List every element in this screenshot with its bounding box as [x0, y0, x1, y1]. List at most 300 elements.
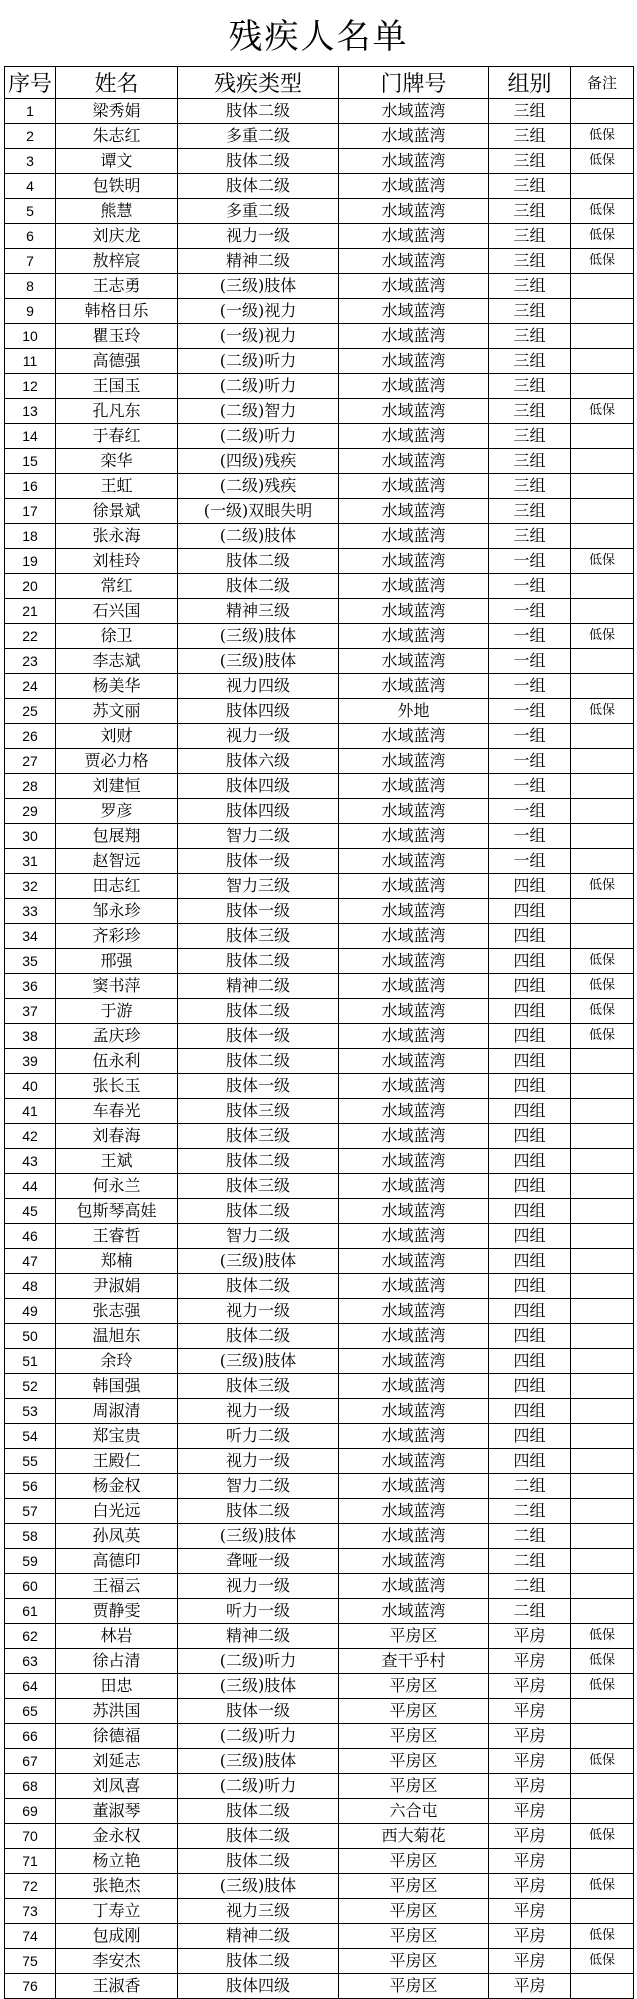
table-row	[5, 774, 634, 799]
cell-name: 韩国强	[56, 1374, 178, 1399]
cell-index: 34	[5, 924, 56, 949]
cell-note	[571, 374, 634, 399]
cell-disability-type: (四级)残疾	[178, 449, 339, 474]
cell-disability-type: 肢体三级	[178, 1374, 339, 1399]
cell-index: 70	[5, 1824, 56, 1849]
cell-group: 二组	[489, 1524, 571, 1549]
cell-disability-type: 肢体四级	[178, 699, 339, 724]
cell-note	[571, 99, 634, 124]
cell-address: 水域蓝湾	[339, 649, 489, 674]
table-row	[5, 1674, 634, 1699]
cell-index: 64	[5, 1674, 56, 1699]
cell-address: 水域蓝湾	[339, 299, 489, 324]
cell-index: 28	[5, 774, 56, 799]
table-row	[5, 399, 634, 424]
cell-group: 平房	[489, 1874, 571, 1899]
cell-note	[571, 1849, 634, 1874]
cell-disability-type: 肢体二级	[178, 1324, 339, 1349]
cell-note	[571, 824, 634, 849]
cell-disability-type: 智力三级	[178, 874, 339, 899]
cell-name: 徐景斌	[56, 499, 178, 524]
cell-address: 水域蓝湾	[339, 1024, 489, 1049]
header-name: 姓名	[56, 67, 178, 99]
cell-disability-type: (二级)听力	[178, 1649, 339, 1674]
cell-index: 73	[5, 1899, 56, 1924]
table-row	[5, 1224, 634, 1249]
cell-note	[571, 499, 634, 524]
cell-note	[571, 424, 634, 449]
table-body	[5, 99, 634, 1999]
cell-address: 水域蓝湾	[339, 199, 489, 224]
cell-group: 四组	[489, 1124, 571, 1149]
cell-index: 1	[5, 99, 56, 124]
cell-note	[571, 1474, 634, 1499]
cell-index: 61	[5, 1599, 56, 1624]
cell-group: 平房	[489, 1899, 571, 1924]
cell-disability-type: (三级)肢体	[178, 1249, 339, 1274]
table-row	[5, 549, 634, 574]
cell-disability-type: 视力一级	[178, 724, 339, 749]
cell-index: 53	[5, 1399, 56, 1424]
cell-index: 63	[5, 1649, 56, 1674]
cell-group: 二组	[489, 1549, 571, 1574]
cell-name: 孙凤英	[56, 1524, 178, 1549]
table-row	[5, 1799, 634, 1824]
cell-name: 高德强	[56, 349, 178, 374]
cell-name: 张艳杰	[56, 1874, 178, 1899]
cell-address: 六合屯	[339, 1799, 489, 1824]
cell-group: 一组	[489, 824, 571, 849]
cell-group: 平房	[489, 1624, 571, 1649]
table-row	[5, 1074, 634, 1099]
cell-disability-type: 听力二级	[178, 1424, 339, 1449]
header-disability-type: 残疾类型	[178, 67, 339, 99]
cell-address: 平房区	[339, 1774, 489, 1799]
cell-group: 三组	[489, 99, 571, 124]
cell-note: 低保	[571, 1649, 634, 1674]
cell-name: 敖梓宸	[56, 249, 178, 274]
cell-group: 三组	[489, 524, 571, 549]
cell-address: 水域蓝湾	[339, 274, 489, 299]
cell-index: 14	[5, 424, 56, 449]
cell-group: 平房	[489, 1699, 571, 1724]
cell-disability-type: 视力三级	[178, 1899, 339, 1924]
cell-disability-type: (三级)肢体	[178, 649, 339, 674]
cell-index: 41	[5, 1099, 56, 1124]
table-row	[5, 1299, 634, 1324]
cell-address: 平房区	[339, 1899, 489, 1924]
cell-note: 低保	[571, 1824, 634, 1849]
cell-disability-type: (三级)肢体	[178, 1524, 339, 1549]
cell-index: 22	[5, 624, 56, 649]
cell-address: 水域蓝湾	[339, 1449, 489, 1474]
cell-name: 白光远	[56, 1499, 178, 1524]
cell-disability-type: 肢体三级	[178, 1124, 339, 1149]
table-row	[5, 1174, 634, 1199]
cell-note: 低保	[571, 549, 634, 574]
table-row	[5, 999, 634, 1024]
cell-disability-type: 聋哑一级	[178, 1549, 339, 1574]
cell-name: 金永权	[56, 1824, 178, 1849]
cell-index: 56	[5, 1474, 56, 1499]
cell-group: 四组	[489, 1274, 571, 1299]
cell-index: 11	[5, 349, 56, 374]
cell-disability-type: 肢体三级	[178, 1174, 339, 1199]
table-row	[5, 499, 634, 524]
cell-name: 刘庆龙	[56, 224, 178, 249]
cell-address: 水域蓝湾	[339, 474, 489, 499]
cell-note	[571, 1974, 634, 1999]
cell-note	[571, 724, 634, 749]
table-row	[5, 1149, 634, 1174]
cell-address: 水域蓝湾	[339, 1424, 489, 1449]
cell-disability-type: 肢体二级	[178, 1149, 339, 1174]
cell-address: 外地	[339, 699, 489, 724]
cell-name: 余玲	[56, 1349, 178, 1374]
table-row	[5, 1924, 634, 1949]
cell-index: 45	[5, 1199, 56, 1224]
cell-address: 水域蓝湾	[339, 1349, 489, 1374]
cell-note: 低保	[571, 399, 634, 424]
cell-name: 徐占清	[56, 1649, 178, 1674]
table-row	[5, 374, 634, 399]
cell-disability-type: (二级)残疾	[178, 474, 339, 499]
table-row	[5, 1824, 634, 1849]
cell-group: 平房	[489, 1724, 571, 1749]
cell-address: 平房区	[339, 1674, 489, 1699]
cell-index: 59	[5, 1549, 56, 1574]
cell-index: 33	[5, 899, 56, 924]
cell-group: 平房	[489, 1924, 571, 1949]
cell-name: 贾必力格	[56, 749, 178, 774]
cell-group: 四组	[489, 1049, 571, 1074]
cell-index: 54	[5, 1424, 56, 1449]
cell-name: 徐德福	[56, 1724, 178, 1749]
cell-group: 四组	[489, 1349, 571, 1374]
cell-group: 四组	[489, 1199, 571, 1224]
table-row	[5, 174, 634, 199]
cell-index: 58	[5, 1524, 56, 1549]
cell-group: 四组	[489, 949, 571, 974]
cell-disability-type: 肢体六级	[178, 749, 339, 774]
cell-name: 苏文丽	[56, 699, 178, 724]
cell-index: 6	[5, 224, 56, 249]
table-row	[5, 1424, 634, 1449]
table-row	[5, 1249, 634, 1274]
cell-disability-type: 肢体一级	[178, 849, 339, 874]
cell-address: 平房区	[339, 1849, 489, 1874]
table-row	[5, 449, 634, 474]
cell-disability-type: (三级)肢体	[178, 1874, 339, 1899]
cell-index: 68	[5, 1774, 56, 1799]
cell-note: 低保	[571, 1924, 634, 1949]
cell-group: 三组	[489, 349, 571, 374]
cell-note	[571, 449, 634, 474]
cell-disability-type: (三级)肢体	[178, 1749, 339, 1774]
cell-disability-type: (二级)智力	[178, 399, 339, 424]
cell-name: 邹永珍	[56, 899, 178, 924]
cell-name: 窦书萍	[56, 974, 178, 999]
cell-address: 平房区	[339, 1949, 489, 1974]
cell-disability-type: (二级)听力	[178, 424, 339, 449]
cell-note: 低保	[571, 1674, 634, 1699]
cell-address: 水域蓝湾	[339, 849, 489, 874]
cell-address: 水域蓝湾	[339, 799, 489, 824]
cell-index: 42	[5, 1124, 56, 1149]
cell-note	[571, 1499, 634, 1524]
cell-name: 李安杰	[56, 1949, 178, 1974]
cell-note	[571, 1274, 634, 1299]
cell-group: 三组	[489, 249, 571, 274]
cell-address: 平房区	[339, 1724, 489, 1749]
cell-address: 平房区	[339, 1924, 489, 1949]
cell-name: 包斯琴高娃	[56, 1199, 178, 1224]
cell-group: 平房	[489, 1949, 571, 1974]
cell-disability-type: 精神二级	[178, 1624, 339, 1649]
cell-index: 9	[5, 299, 56, 324]
cell-name: 张志强	[56, 1299, 178, 1324]
cell-note	[571, 599, 634, 624]
cell-address: 水域蓝湾	[339, 1499, 489, 1524]
table-row	[5, 1649, 634, 1674]
cell-index: 65	[5, 1699, 56, 1724]
cell-index: 32	[5, 874, 56, 899]
cell-disability-type: 肢体二级	[178, 1274, 339, 1299]
cell-group: 三组	[489, 324, 571, 349]
cell-index: 30	[5, 824, 56, 849]
cell-address: 平房区	[339, 1974, 489, 1999]
cell-disability-type: 肢体二级	[178, 1049, 339, 1074]
cell-name: 温旭东	[56, 1324, 178, 1349]
cell-index: 46	[5, 1224, 56, 1249]
cell-group: 一组	[489, 724, 571, 749]
cell-index: 25	[5, 699, 56, 724]
cell-group: 四组	[489, 899, 571, 924]
header-group: 组别	[489, 67, 571, 99]
cell-note: 低保	[571, 124, 634, 149]
table-row	[5, 1024, 634, 1049]
table-row	[5, 1099, 634, 1124]
table-row	[5, 1699, 634, 1724]
cell-disability-type: 肢体二级	[178, 949, 339, 974]
cell-name: 刘延志	[56, 1749, 178, 1774]
cell-group: 四组	[489, 1324, 571, 1349]
cell-index: 74	[5, 1924, 56, 1949]
cell-disability-type: 肢体二级	[178, 999, 339, 1024]
cell-disability-type: (二级)听力	[178, 1774, 339, 1799]
cell-group: 二组	[489, 1574, 571, 1599]
cell-name: 王殿仁	[56, 1449, 178, 1474]
cell-group: 三组	[489, 399, 571, 424]
cell-group: 四组	[489, 1374, 571, 1399]
cell-disability-type: 肢体二级	[178, 1824, 339, 1849]
cell-group: 一组	[489, 849, 571, 874]
cell-group: 四组	[489, 1099, 571, 1124]
cell-note	[571, 1099, 634, 1124]
cell-address: 水域蓝湾	[339, 1149, 489, 1174]
header-index: 序号	[5, 67, 56, 99]
cell-disability-type: 视力一级	[178, 1574, 339, 1599]
cell-index: 3	[5, 149, 56, 174]
cell-disability-type: 肢体三级	[178, 924, 339, 949]
cell-disability-type: 精神二级	[178, 974, 339, 999]
cell-group: 一组	[489, 774, 571, 799]
cell-group: 三组	[489, 424, 571, 449]
cell-index: 24	[5, 674, 56, 699]
cell-disability-type: 视力一级	[178, 1449, 339, 1474]
cell-name: 丁寿立	[56, 1899, 178, 1924]
table-row	[5, 899, 634, 924]
cell-disability-type: 精神二级	[178, 1924, 339, 1949]
cell-note: 低保	[571, 949, 634, 974]
cell-address: 水域蓝湾	[339, 1124, 489, 1149]
table-row	[5, 424, 634, 449]
cell-note	[571, 1724, 634, 1749]
cell-group: 三组	[489, 174, 571, 199]
table-row	[5, 524, 634, 549]
cell-index: 29	[5, 799, 56, 824]
cell-group: 一组	[489, 599, 571, 624]
cell-address: 水域蓝湾	[339, 224, 489, 249]
cell-address: 水域蓝湾	[339, 1299, 489, 1324]
cell-index: 39	[5, 1049, 56, 1074]
cell-address: 水域蓝湾	[339, 1574, 489, 1599]
cell-group: 一组	[489, 649, 571, 674]
cell-index: 7	[5, 249, 56, 274]
cell-name: 董淑琴	[56, 1799, 178, 1824]
cell-address: 水域蓝湾	[339, 1224, 489, 1249]
cell-note	[571, 1799, 634, 1824]
cell-disability-type: 智力二级	[178, 824, 339, 849]
cell-name: 郑宝贵	[56, 1424, 178, 1449]
cell-address: 水域蓝湾	[339, 1049, 489, 1074]
cell-index: 27	[5, 749, 56, 774]
cell-name: 栾华	[56, 449, 178, 474]
cell-disability-type: 智力二级	[178, 1474, 339, 1499]
cell-disability-type: 视力一级	[178, 224, 339, 249]
cell-group: 一组	[489, 749, 571, 774]
cell-disability-type: (一级)双眼失明	[178, 499, 339, 524]
cell-name: 李志斌	[56, 649, 178, 674]
cell-group: 平房	[489, 1774, 571, 1799]
cell-name: 尹淑娟	[56, 1274, 178, 1299]
cell-address: 水域蓝湾	[339, 424, 489, 449]
cell-index: 15	[5, 449, 56, 474]
table-row	[5, 749, 634, 774]
cell-address: 水域蓝湾	[339, 1374, 489, 1399]
table-row	[5, 1049, 634, 1074]
cell-group: 平房	[489, 1749, 571, 1774]
cell-disability-type: 智力二级	[178, 1224, 339, 1249]
cell-address: 水域蓝湾	[339, 399, 489, 424]
table-row	[5, 1599, 634, 1624]
table-header-row	[5, 67, 634, 99]
header-address: 门牌号	[339, 67, 489, 99]
cell-address: 水域蓝湾	[339, 1599, 489, 1624]
cell-index: 12	[5, 374, 56, 399]
cell-disability-type: 肢体四级	[178, 799, 339, 824]
cell-disability-type: (三级)肢体	[178, 1674, 339, 1699]
table-row	[5, 349, 634, 374]
cell-name: 刘春海	[56, 1124, 178, 1149]
cell-disability-type: 肢体二级	[178, 149, 339, 174]
cell-note: 低保	[571, 224, 634, 249]
cell-group: 一组	[489, 674, 571, 699]
table-row	[5, 1124, 634, 1149]
table-row	[5, 1499, 634, 1524]
table-row	[5, 1874, 634, 1899]
table-row	[5, 599, 634, 624]
cell-note: 低保	[571, 1024, 634, 1049]
cell-name: 林岩	[56, 1624, 178, 1649]
table-row	[5, 1724, 634, 1749]
cell-disability-type: (三级)肢体	[178, 1349, 339, 1374]
cell-group: 二组	[489, 1599, 571, 1624]
cell-disability-type: 肢体一级	[178, 899, 339, 924]
table-row	[5, 124, 634, 149]
cell-name: 杨美华	[56, 674, 178, 699]
cell-group: 四组	[489, 874, 571, 899]
cell-note	[571, 1699, 634, 1724]
cell-address: 水域蓝湾	[339, 174, 489, 199]
cell-group: 四组	[489, 1074, 571, 1099]
cell-address: 水域蓝湾	[339, 599, 489, 624]
cell-name: 张长玉	[56, 1074, 178, 1099]
cell-group: 三组	[489, 124, 571, 149]
table-row	[5, 974, 634, 999]
cell-address: 水域蓝湾	[339, 449, 489, 474]
cell-disability-type: 肢体三级	[178, 1099, 339, 1124]
cell-index: 48	[5, 1274, 56, 1299]
cell-group: 二组	[489, 1474, 571, 1499]
cell-address: 水域蓝湾	[339, 1524, 489, 1549]
cell-disability-type: 视力一级	[178, 1299, 339, 1324]
cell-name: 贾静雯	[56, 1599, 178, 1624]
cell-index: 44	[5, 1174, 56, 1199]
cell-address: 水域蓝湾	[339, 149, 489, 174]
table-row	[5, 1899, 634, 1924]
cell-name: 包铁明	[56, 174, 178, 199]
table-row	[5, 674, 634, 699]
cell-group: 平房	[489, 1824, 571, 1849]
cell-name: 梁秀娟	[56, 99, 178, 124]
document-title: 残疾人名单	[228, 16, 409, 57]
table-row	[5, 1349, 634, 1374]
cell-disability-type: 多重二级	[178, 124, 339, 149]
cell-group: 二组	[489, 1499, 571, 1524]
cell-note: 低保	[571, 1749, 634, 1774]
cell-note	[571, 924, 634, 949]
table-row	[5, 474, 634, 499]
cell-disability-type: 肢体二级	[178, 1849, 339, 1874]
table-row	[5, 249, 634, 274]
cell-disability-type: 多重二级	[178, 199, 339, 224]
cell-note	[571, 1124, 634, 1149]
cell-disability-type: 肢体二级	[178, 1199, 339, 1224]
cell-group: 一组	[489, 574, 571, 599]
cell-name: 孟庆珍	[56, 1024, 178, 1049]
cell-name: 常红	[56, 574, 178, 599]
cell-index: 67	[5, 1749, 56, 1774]
cell-address: 水域蓝湾	[339, 99, 489, 124]
cell-disability-type: 肢体二级	[178, 1799, 339, 1824]
cell-note	[571, 849, 634, 874]
cell-index: 62	[5, 1624, 56, 1649]
cell-note: 低保	[571, 624, 634, 649]
cell-address: 水域蓝湾	[339, 624, 489, 649]
cell-name: 孔凡东	[56, 399, 178, 424]
cell-index: 35	[5, 949, 56, 974]
